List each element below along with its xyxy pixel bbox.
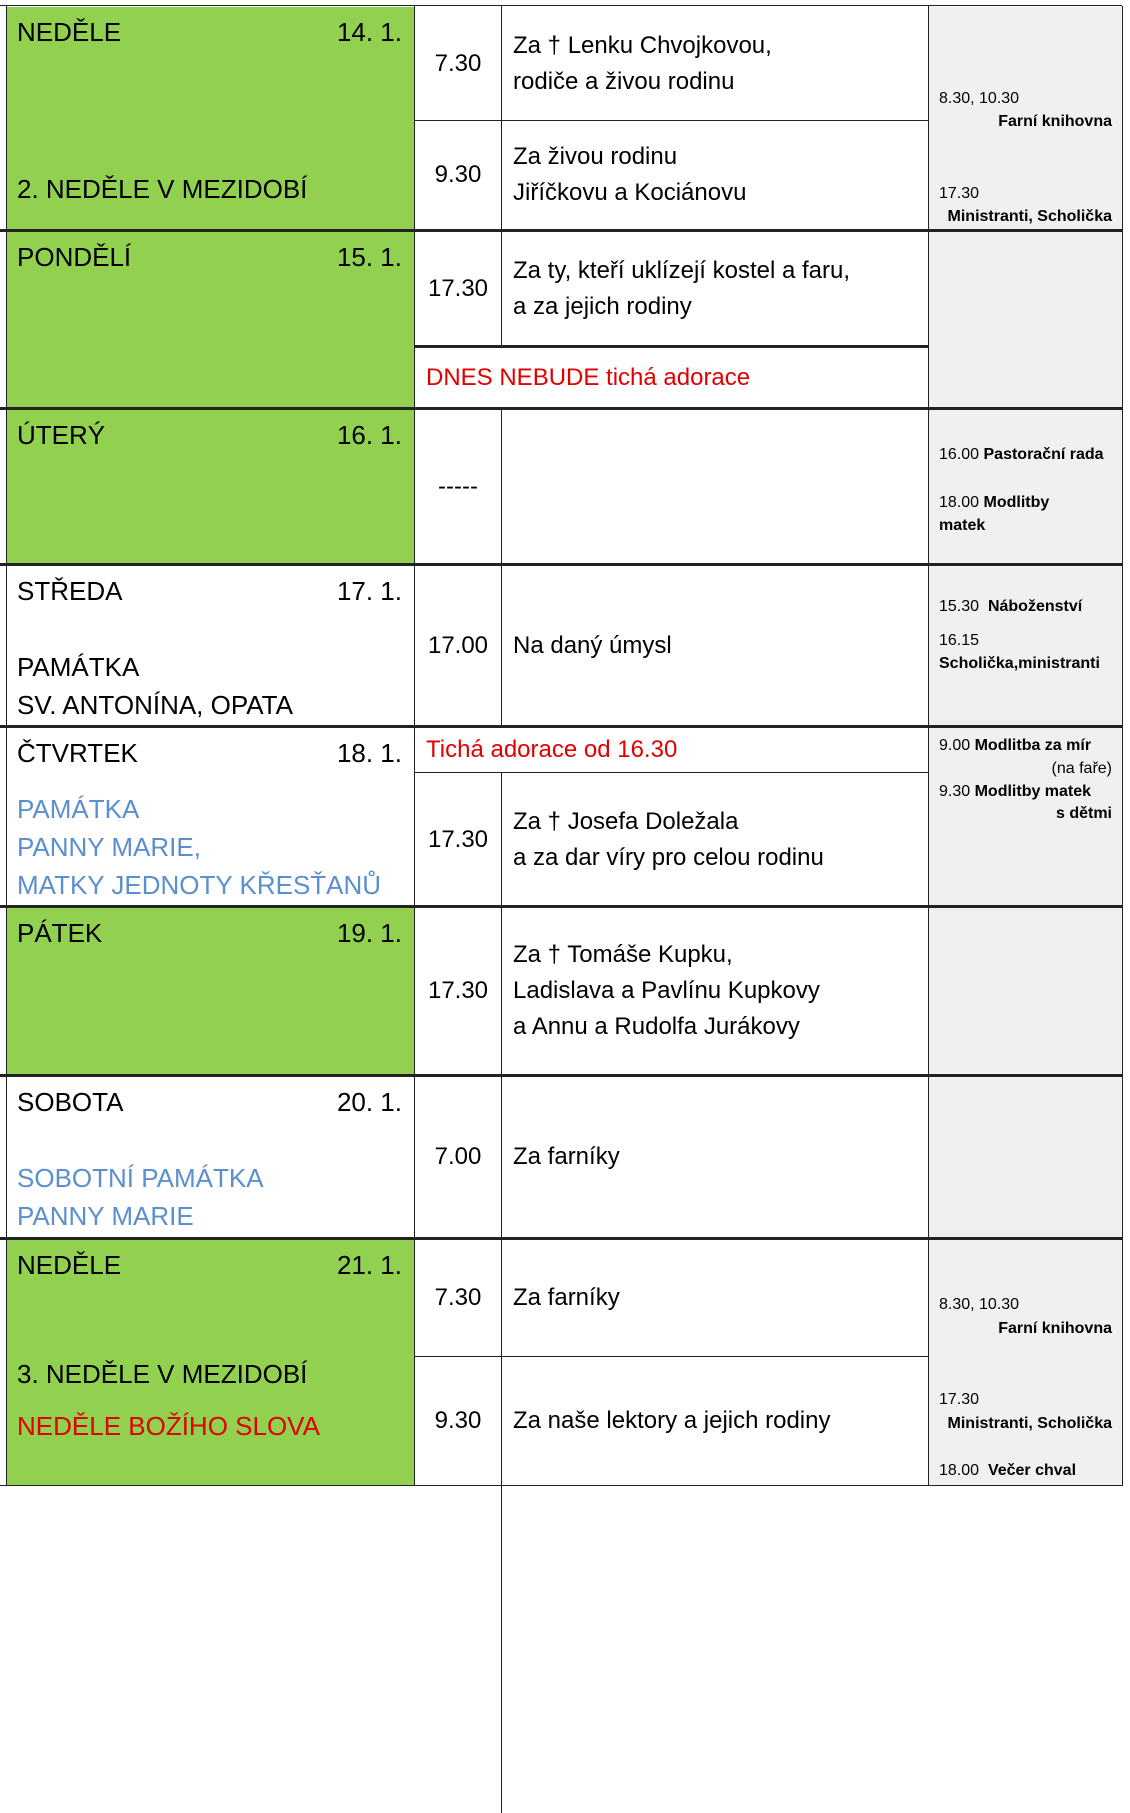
intention-line: Za ty, kteří uklízejí kostel a faru, — [513, 256, 851, 284]
grid-line — [414, 345, 928, 348]
grid-line — [0, 229, 1122, 232]
day-feast: 2. NEDĚLE V MEZIDOBÍ — [17, 174, 308, 204]
note-time: 15.30 — [939, 598, 980, 615]
mass-intention — [502, 1077, 928, 1237]
mass-time: 17.30 — [427, 274, 489, 302]
mass-time: 17.00 — [427, 631, 489, 659]
note-event: Modlitby matek — [974, 783, 1092, 800]
note-event: Pastorační rada — [983, 446, 1104, 463]
day-monday-15 — [7, 232, 414, 407]
mass-time: 7.30 — [434, 49, 482, 77]
day-date: 19. 1. — [336, 918, 402, 948]
notes-sunday-21 — [929, 1240, 1122, 1485]
day-name: STŘEDA — [17, 576, 123, 606]
day-feast: PANNY MARIE, — [17, 832, 201, 862]
mass-time: 7.30 — [434, 1284, 482, 1311]
day-saturday-20 — [7, 1077, 414, 1237]
intention-line: a za jejich rodiny — [513, 292, 692, 320]
mass-time: 17.30 — [427, 977, 489, 1004]
day-friday-19 — [7, 908, 414, 1074]
day-name: PONDĚLÍ — [17, 242, 132, 272]
day-date: 20. 1. — [336, 1087, 402, 1117]
grid-line — [0, 1237, 1122, 1240]
mass-time: 17.30 — [427, 825, 489, 853]
mass-time: 7.00 — [434, 1143, 482, 1170]
note-event: Ministranti, Scholička — [947, 1415, 1112, 1432]
day-wednesday-17 — [7, 566, 414, 725]
day-feast: PAMÁTKA — [17, 652, 140, 682]
adoration-cancelled-banner: DNES NEBUDE tichá adorace — [426, 363, 751, 391]
note-time: 17.30 — [939, 185, 980, 202]
grid-line — [501, 6, 502, 229]
notes-saturday — [929, 1077, 1122, 1237]
intention-line: Za farníky — [513, 1143, 620, 1170]
day-feast: SV. ANTONÍNA, OPATA — [17, 690, 293, 720]
notes-sunday-14 — [929, 7, 1122, 229]
intention-line: Za farníky — [513, 1284, 620, 1311]
note-time: 9.00 — [939, 737, 971, 754]
note-event: s dětmi — [1055, 805, 1112, 822]
mass-time: 9.30 — [434, 1407, 482, 1434]
note-event: Večer chval — [987, 1462, 1077, 1479]
mass-intention — [502, 410, 928, 563]
intention-line: Za † Tomáše Kupku, — [513, 941, 733, 968]
mass-intention — [502, 908, 928, 1074]
day-name: SOBOTA — [17, 1087, 124, 1117]
day-sunday-21 — [7, 1240, 414, 1485]
notes-tuesday — [929, 410, 1122, 563]
notes-thursday — [929, 728, 1122, 905]
day-feast: PANNY MARIE — [17, 1201, 194, 1231]
note-event: Ministranti, Scholička — [947, 208, 1112, 225]
day-name: PÁTEK — [17, 918, 103, 948]
day-date: 21. 1. — [336, 1250, 402, 1280]
grid-line — [0, 407, 1122, 410]
note-time: 17.30 — [939, 1391, 980, 1408]
intention-line: a za dar víry pro celou rodinu — [513, 843, 824, 871]
notes-monday — [929, 232, 1122, 407]
grid-line — [414, 772, 928, 773]
day-date: 17. 1. — [336, 576, 402, 606]
day-feast: SOBOTNÍ PAMÁTKA — [17, 1163, 264, 1193]
intention-line: Ladislava a Pavlínu Kupkovy — [513, 977, 820, 1004]
grid-line — [6, 6, 7, 1486]
note-event: Náboženství — [987, 598, 1083, 615]
grid-line — [501, 410, 502, 726]
note-event: Farní knihovna — [998, 113, 1112, 130]
mass-intention — [502, 1240, 928, 1356]
note-time: 8.30, 10.30 — [939, 1296, 1020, 1313]
intention-line: Za † Lenku Chvojkovou, — [513, 31, 772, 59]
intention-line: Za naše lektory a jejich rodiny — [513, 1407, 831, 1434]
mass-intention — [502, 1357, 928, 1485]
notes-friday — [929, 908, 1122, 1074]
grid-line — [414, 120, 928, 121]
mass-intention — [502, 121, 928, 229]
day-sunday-14 — [7, 7, 414, 229]
day-thursday-18 — [7, 728, 414, 905]
mass-time: 9.30 — [434, 161, 482, 188]
intention-line: Za živou rodinu — [513, 143, 678, 170]
grid-line — [501, 773, 502, 1813]
intention-line: rodiče a živou rodinu — [513, 67, 735, 95]
note-time: 16.15 — [939, 632, 980, 649]
day-feast: 3. NEDĚLE V MEZIDOBÍ — [17, 1359, 308, 1389]
grid-line — [414, 1356, 928, 1357]
notes-wednesday — [929, 566, 1122, 725]
grid-line — [0, 1485, 1122, 1486]
intention-line: Za † Josefa Doležala — [513, 807, 739, 835]
note-event: Scholička,ministranti — [939, 655, 1100, 672]
day-name: NEDĚLE — [17, 17, 122, 47]
grid-line — [414, 6, 415, 1486]
note-event: Modlitba za mír — [974, 737, 1092, 754]
day-name: ČTVRTEK — [17, 738, 138, 768]
grid-line — [0, 905, 1122, 908]
note-time: 16.00 — [939, 446, 980, 463]
day-date: 16. 1. — [336, 420, 402, 450]
day-tuesday-16 — [7, 410, 414, 563]
note-event: Farní knihovna — [998, 1320, 1112, 1337]
grid-line — [0, 725, 1122, 728]
grid-line — [0, 1074, 1122, 1077]
note-time: 9.30 — [939, 783, 971, 800]
grid-line — [0, 563, 1122, 566]
day-date: 14. 1. — [336, 17, 402, 47]
note-event: Modlitby — [983, 494, 1050, 511]
mass-intention — [502, 232, 928, 345]
intention-line: a Annu a Rudolfa Jurákovy — [513, 1013, 800, 1040]
day-date: 18. 1. — [336, 738, 402, 768]
day-feast: PAMÁTKA — [17, 794, 140, 824]
grid-line — [0, 5, 1122, 6]
day-name: ÚTERÝ — [17, 420, 106, 450]
note-event: matek — [939, 517, 986, 534]
mass-time: ----- — [438, 472, 478, 500]
adoration-banner: Tichá adorace od 16.30 — [426, 736, 678, 763]
note-time: 8.30, 10.30 — [939, 90, 1020, 107]
grid-line — [928, 6, 929, 1486]
intention-line: Na daný úmysl — [513, 631, 672, 659]
mass-intention — [502, 566, 928, 725]
day-name: NEDĚLE — [17, 1250, 122, 1280]
grid-line — [501, 232, 502, 346]
note-time: 18.00 — [939, 1462, 980, 1479]
day-feast: MATKY JEDNOTY KŘESŤANŮ — [17, 870, 382, 900]
day-feast-special: NEDĚLE BOŽÍHO SLOVA — [17, 1411, 320, 1441]
intention-line: Jiříčkovu a Kociánovu — [513, 179, 747, 206]
note-detail: (na faře) — [1051, 760, 1112, 777]
grid-line — [1122, 6, 1123, 1486]
mass-intention — [502, 774, 928, 905]
note-time: 18.00 — [939, 494, 980, 511]
day-date: 15. 1. — [336, 242, 402, 272]
mass-intention — [502, 7, 928, 120]
